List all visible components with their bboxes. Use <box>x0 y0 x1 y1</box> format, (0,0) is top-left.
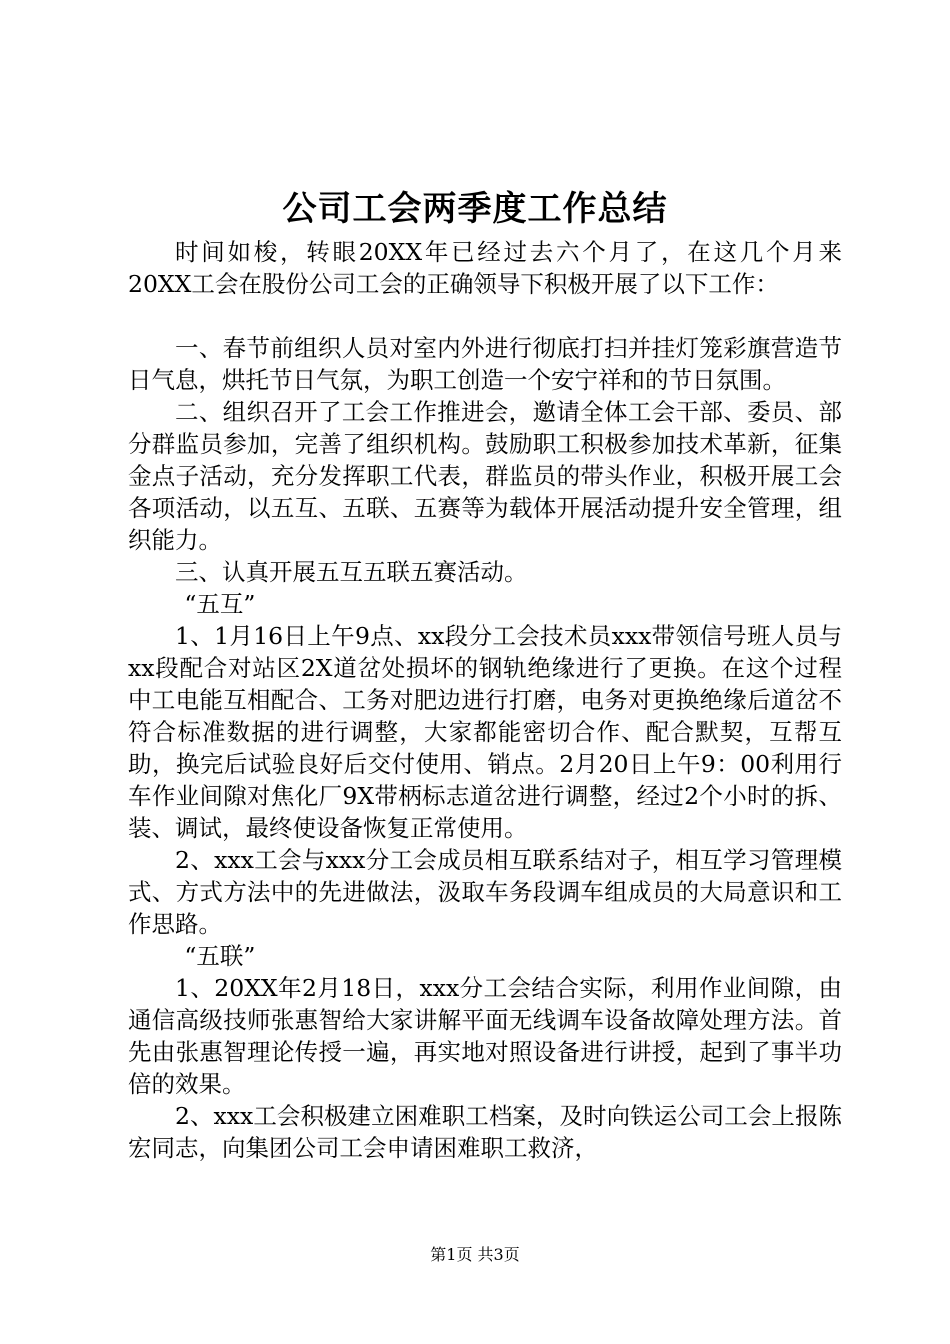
subheading-wulian: “五联” <box>184 942 256 970</box>
paragraph-wuhu-item-1: 1、1月16日上午9点、xx段分工会技术员xxx带领信号班人员与xx段配合对站区2X道岔处损坏的钢轨绝缘进行了更换。在这个过程中工电能互相配合、工务对肥边进行打磨，电务对更换绝缘后道岔不符合标准数据的进行调整，大家都能密切合作、配合默契，互帮互助，换完后试验良好后交付使用、销点。2月20日上午9：00利用行车作业间隙对焦化厂9X带柄标志道岔进行调整，经过2个小时的拆、装、调试，最终使设备恢复正常使用。 <box>128 622 842 842</box>
paragraph-wulian-item-1: 1、20XX年2月18日，xxx分工会结合实际，利用作业间隙，由通信高级技师张惠智给大家讲解平面无线调车设备故障处理方法。首先由张惠智理论传授一遍，再实地对照设备进行讲授，起到了事半功倍的效果。 <box>128 974 842 1098</box>
page-number-footer: 第1页 共3页 <box>430 1245 520 1264</box>
document-title: 公司工会两季度工作总结 <box>282 189 668 229</box>
subheading-wuhu: “五互” <box>184 590 256 618</box>
paragraph-wulian-item-2: 2、xxx工会积极建立困难职工档案，及时向铁运公司工会上报陈宏同志，向集团公司工会申请困难职工救济， <box>128 1102 842 1162</box>
paragraph-section-1: 一、春节前组织人员对室内外进行彻底打扫并挂灯笼彩旗营造节日气息，烘托节日气氛，为职工创造一个安宁祥和的节日氛围。 <box>128 334 842 394</box>
document-body <box>128 236 842 1164</box>
paragraph-intro: 时间如梭，转眼20XX年已经过去六个月了，在这几个月来20XX工会在股份公司工会的正确领导下积极开展了以下工作： <box>128 238 842 298</box>
paragraph-wuhu-item-2: 2、xxx工会与xxx分工会成员相互联系结对子，相互学习管理模式、方式方法中的先进做法，汲取车务段调车组成员的大局意识和工作思路。 <box>128 846 842 938</box>
paragraph-section-3: 三、认真开展五互五联五赛活动。 <box>175 558 528 586</box>
paragraph-section-2: 二、组织召开了工会工作推进会，邀请全体工会干部、委员、部分群监员参加，完善了组织机构。鼓励职工积极参加技术革新，征集金点子活动，充分发挥职工代表，群监员的带头作业，积极开展工会各项活动，以五互、五联、五赛等为载体开展活动提升安全管理，组织能力。 <box>128 398 842 554</box>
